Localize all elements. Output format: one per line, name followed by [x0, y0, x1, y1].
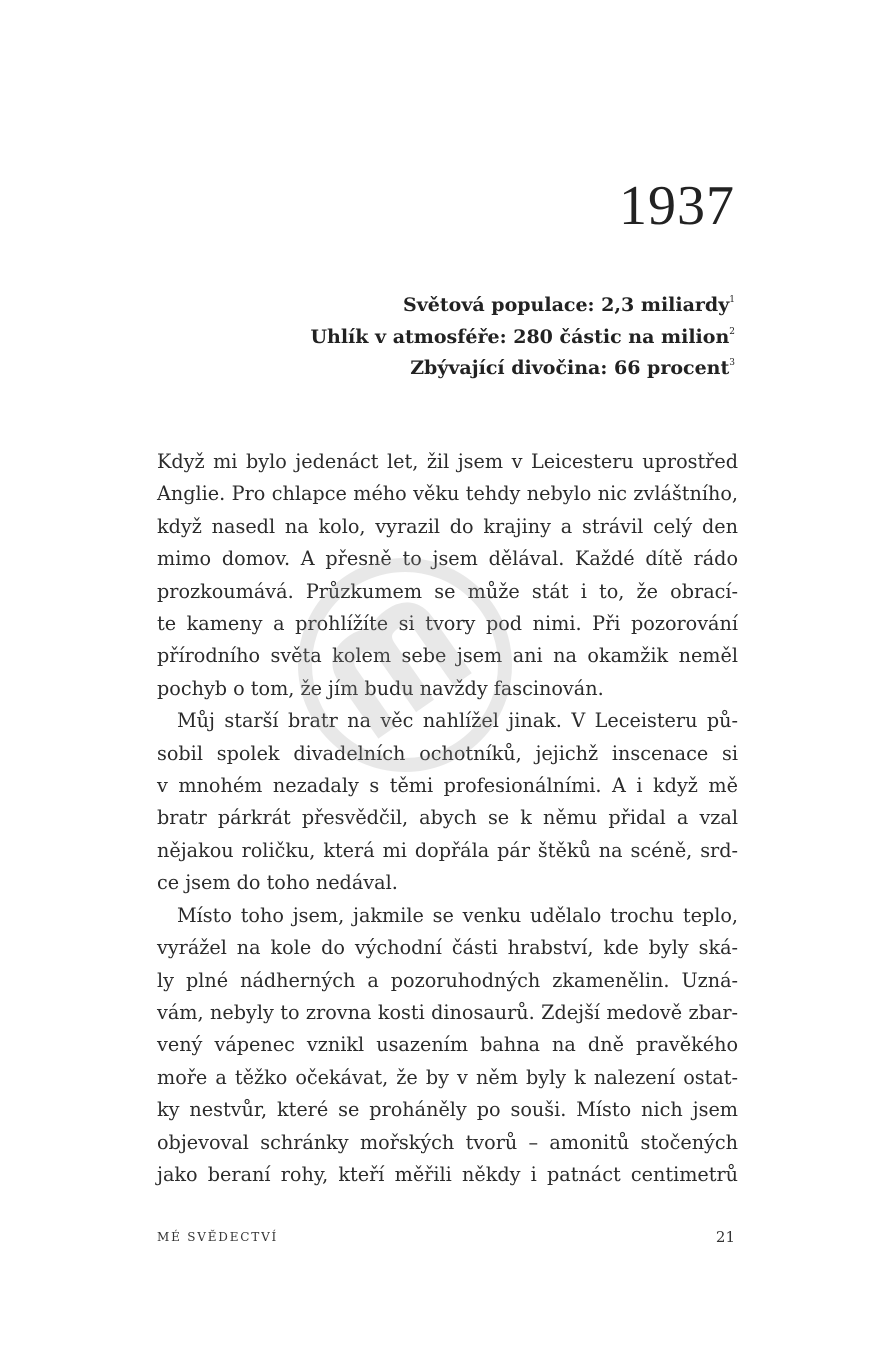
text-line: Místo toho jsem, jakmile se venku udělalo trochu teplo, — [177, 903, 738, 927]
text-line: ly plné nádherných a pozoruhodných zkamenělin. Uzná- — [157, 968, 738, 992]
text-line: bratr párkrát přesvědčil, abych se k němu přidal a vzal — [157, 806, 738, 830]
text-line: moře a těžko očekávat, že by v něm byly k nalezení ostat- — [157, 1065, 738, 1089]
text-line: vený vápenec vznikl usazením bahna na dně pravěkého — [157, 1033, 738, 1057]
text-line: v mnohém nezadaly s těmi profesionálními. A i když mě — [157, 774, 738, 798]
footnote-ref-1[interactable]: 1 — [729, 295, 735, 305]
text-line: Můj starší bratr na věc nahlížel jinak. V Leceisteru pů- — [177, 709, 738, 733]
chapter-stats — [135, 290, 735, 385]
text-line: mimo domov. A přesně to jsem dělával. Každé dítě rádo — [157, 547, 738, 571]
stat-population-text: Světová populace: 2,3 miliardy — [403, 294, 730, 316]
text-line: když nasedl na kolo, vyrazil do krajiny a strávil celý den — [157, 514, 738, 538]
text-line: vám, nebyly to zrovna kosti dinosaurů. Zdejší medově zbar- — [157, 1000, 738, 1024]
paragraph-2 — [157, 705, 738, 899]
paragraph-3 — [157, 900, 738, 1192]
footnote-ref-2[interactable]: 2 — [729, 326, 735, 337]
stat-carbon-text: Uhlík v atmosféře: 280 částic na milion — [310, 325, 730, 348]
stat-wilderness-text: Zbývající divočina: 66 procent — [410, 357, 730, 379]
text-line: vyrážel na kole do východní části hrabství, kde byly ská- — [157, 936, 738, 960]
text-line: Když mi bylo jedenáct let, žil jsem v Leicesteru uprostřed — [157, 450, 738, 473]
text-line: ky nestvůr, které se proháněly po souši. Místo nich jsem — [157, 1098, 738, 1122]
paragraph-1 — [157, 446, 738, 705]
chapter-year: 1937 — [619, 175, 735, 237]
body-text — [157, 446, 738, 1191]
text-line: jako beraní rohy, kteří měřili někdy i patnáct centimetrů — [157, 1162, 738, 1186]
text-line: ce jsem do toho nedával. — [157, 871, 398, 895]
text-line: te kameny a prohlížíte si tvory pod nimi. Při pozorování — [157, 612, 738, 636]
stat-population — [135, 290, 735, 322]
text-line: prozkoumává. Průzkumem se může stát i to, že obrací- — [157, 579, 738, 603]
footnote-ref-3[interactable]: 3 — [729, 358, 735, 368]
stat-wilderness — [135, 353, 735, 385]
text-line: nějakou roličku, která mi dopřála pár štěků na scéně, srd- — [157, 838, 738, 862]
stat-carbon — [135, 322, 735, 354]
text-line: sobil spolek divadelních ochotníků, jejichž inscenace si — [157, 741, 738, 765]
text-line: Anglie. Pro chlapce mého věku tehdy nebylo nic zvláštního, — [157, 482, 738, 506]
text-line: pochyb o tom, že jím budu navždy fascinován. — [157, 676, 604, 700]
text-line: objevoval schránky mořských tvorů – amonitů stočených — [157, 1130, 738, 1154]
page-number: 21 — [715, 1228, 735, 1246]
text-line: přírodního světa kolem sebe jsem ani na okamžik neměl — [157, 644, 738, 668]
running-footer-title: MÉ SVĚDECTVÍ — [157, 1230, 279, 1244]
